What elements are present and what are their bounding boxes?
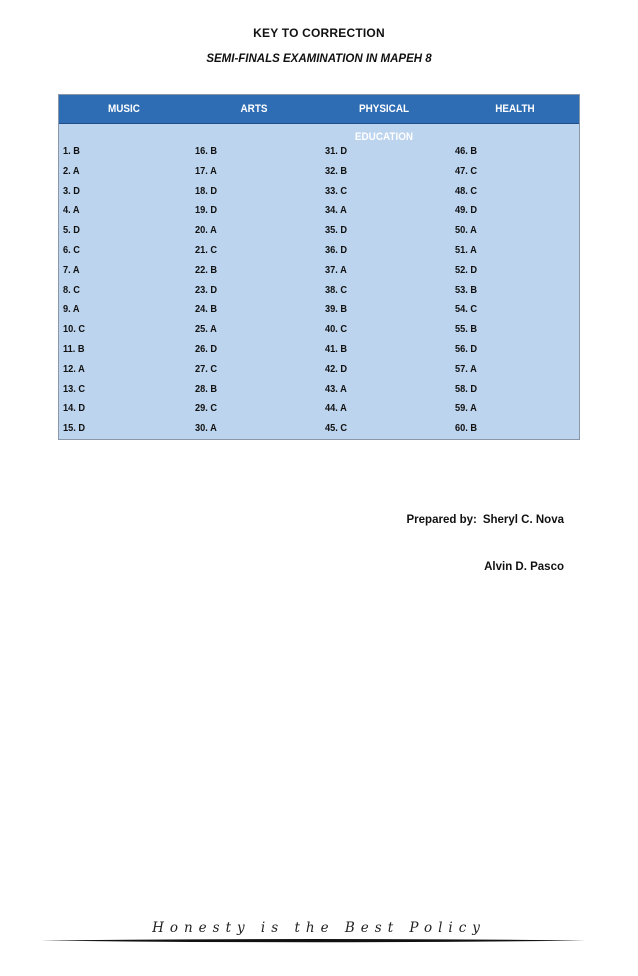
- answer-cell: 42. D: [325, 362, 348, 375]
- answer-cell: 8. C: [63, 283, 80, 296]
- answer-cell: 55. B: [455, 323, 478, 336]
- answer-cell: 35. D: [325, 224, 348, 237]
- answer-cell: 29. C: [195, 402, 218, 415]
- answer-cell: 34. A: [325, 204, 347, 217]
- table-row: [59, 142, 579, 162]
- answer-cell: 40. C: [325, 323, 348, 336]
- answer-cell: 43. A: [325, 382, 347, 395]
- answer-cell: 60. B: [455, 422, 478, 435]
- answer-cell: 7. A: [63, 263, 80, 276]
- table-row: [59, 380, 579, 400]
- answer-cell: 3. D: [63, 184, 80, 197]
- answer-cell: 25. A: [195, 323, 217, 336]
- table-row: [59, 340, 579, 360]
- answer-cell: 27. C: [195, 362, 218, 375]
- footer-divider: [40, 938, 586, 943]
- answer-cell: 24. B: [195, 303, 218, 316]
- answer-cell: 2. A: [63, 164, 80, 177]
- table-row: [59, 201, 579, 221]
- answer-cell: 20. A: [195, 224, 217, 237]
- answer-cell: 33. C: [325, 184, 348, 197]
- preparer-name-1: Sheryl C. Nova: [482, 514, 564, 526]
- answer-cell: 39. B: [325, 303, 348, 316]
- answer-cell: 26. D: [195, 342, 218, 355]
- answer-cell: 49. D: [455, 204, 478, 217]
- table-row: [59, 360, 579, 380]
- table-header: [59, 95, 579, 143]
- answer-cell: 53. B: [455, 283, 478, 296]
- answer-cell: 16. B: [195, 145, 218, 157]
- table-row: [59, 162, 579, 182]
- answer-cell: 36. D: [325, 243, 348, 256]
- answer-cell: 5. D: [63, 224, 80, 237]
- page-title: KEY TO CORRECTION: [253, 26, 385, 40]
- answer-cell: 21. C: [195, 243, 218, 256]
- answer-cell: 30. A: [195, 422, 217, 435]
- answer-cell: 10. C: [63, 323, 86, 336]
- answer-cell: 15. D: [63, 422, 86, 435]
- table-body: [59, 142, 579, 439]
- answer-cell: 48. C: [455, 184, 478, 197]
- table-row: [59, 399, 579, 419]
- answer-cell: 23. D: [195, 283, 218, 296]
- table-row: [59, 281, 579, 301]
- table-row: [59, 221, 579, 241]
- table-row: [59, 182, 579, 202]
- answer-cell: 46. B: [455, 145, 478, 157]
- answer-cell: 41. B: [325, 342, 348, 355]
- answer-cell: 13. C: [63, 382, 86, 395]
- table-row: [59, 419, 579, 439]
- answer-cell: 4. A: [63, 204, 80, 217]
- answer-cell: 52. D: [455, 263, 478, 276]
- answer-cell: 22. B: [195, 263, 218, 276]
- table-row: [59, 261, 579, 281]
- answer-cell: 1. B: [63, 145, 80, 157]
- header-physical-education: PHYSICAL EDUCATION: [354, 103, 414, 143]
- answer-key-table: [58, 94, 580, 440]
- table-row: [59, 300, 579, 320]
- prepared-by-label: Prepared by:: [406, 514, 477, 526]
- answer-cell: 45. C: [325, 422, 348, 435]
- header-arts: ARTS: [240, 103, 268, 115]
- answer-cell: 44. A: [325, 402, 347, 415]
- table-row: [59, 241, 579, 261]
- table-row: [59, 320, 579, 340]
- answer-cell: 37. A: [325, 263, 347, 276]
- answer-cell: 47. C: [455, 164, 478, 177]
- answer-cell: 56. D: [455, 342, 478, 355]
- answer-cell: 31. D: [325, 145, 348, 157]
- answer-cell: 14. D: [63, 402, 86, 415]
- answer-cell: 54. C: [455, 303, 478, 316]
- answer-cell: 38. C: [325, 283, 348, 296]
- header-music: MUSIC: [108, 103, 140, 115]
- answer-cell: 58. D: [455, 382, 478, 395]
- answer-cell: 18. D: [195, 184, 218, 197]
- answer-cell: 12. A: [63, 362, 85, 375]
- answer-cell: 9. A: [63, 303, 80, 316]
- prepared-by-line: [407, 514, 564, 526]
- answer-cell: 6. C: [63, 243, 80, 256]
- answer-cell: 19. D: [195, 204, 218, 217]
- header-health: HEALTH: [495, 103, 535, 115]
- answer-cell: 17. A: [195, 164, 217, 177]
- exam-subtitle: SEMI-FINALS EXAMINATION IN MAPEH 8: [206, 53, 432, 65]
- answer-cell: 11. B: [63, 342, 85, 355]
- answer-cell: 51. A: [455, 243, 477, 256]
- answer-cell: 59. A: [455, 402, 477, 415]
- preparer-name-2: Alvin D. Pasco: [484, 561, 564, 573]
- answer-cell: 57. A: [455, 362, 477, 375]
- answer-cell: 50. A: [455, 224, 477, 237]
- answer-cell: 28. B: [195, 382, 218, 395]
- answer-cell: 32. B: [325, 164, 348, 177]
- footer-motto: Honesty is the Best Policy: [152, 920, 486, 936]
